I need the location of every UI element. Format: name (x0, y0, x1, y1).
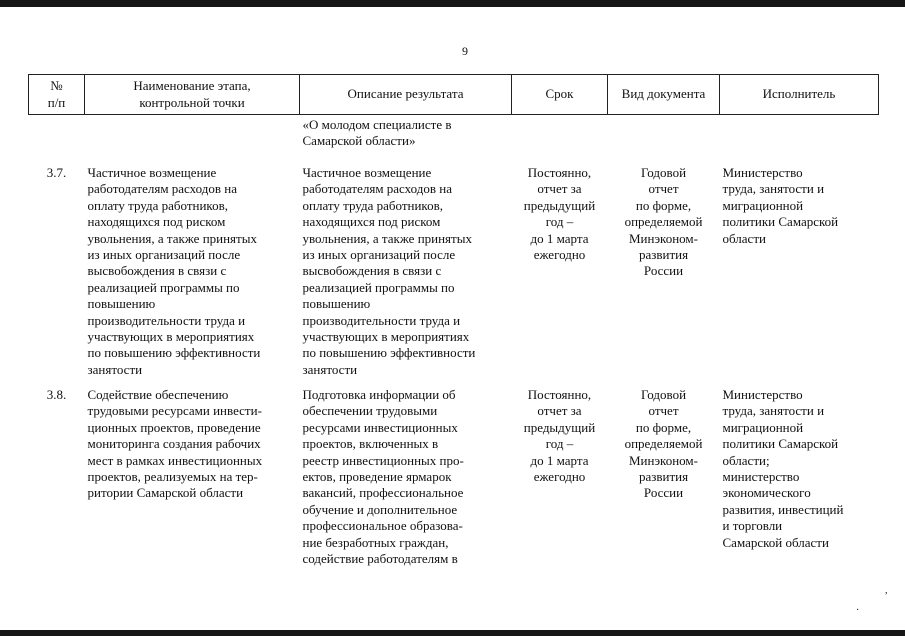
text-line: реализацией программы по (302, 279, 455, 295)
text-line: ежегодно (533, 469, 586, 485)
text-line: труда, занятости и (722, 403, 825, 419)
text-line: участвующих в мероприятиях (87, 329, 255, 345)
cell-description (300, 115, 512, 156)
text-line: отчет (648, 181, 679, 197)
text-line: Подготовка информации об (302, 387, 456, 402)
text-line: реестр инвестиционных про- (302, 452, 464, 468)
text-line: из иных организаций после (87, 247, 241, 263)
text-line: отчет за (537, 403, 582, 419)
text-line: отчет (648, 403, 679, 419)
text-line: развития (638, 469, 689, 485)
text-line: Министерство (722, 165, 803, 180)
page-number: 9 (462, 44, 468, 58)
cell-description (300, 383, 512, 567)
table-row (29, 155, 879, 383)
text-line: высвобождения в связи с (87, 263, 227, 279)
text-line: Годовой (640, 165, 687, 180)
text-line: Самарской области» (302, 133, 416, 149)
text-line: находящихся под риском (302, 214, 441, 230)
cell-num: 3.8. (46, 387, 67, 402)
cell-executor (720, 383, 879, 567)
text-line: министерство (722, 469, 800, 485)
text-line: занятости (87, 361, 143, 377)
text-line: предыдущий (523, 419, 596, 435)
header-document-type (608, 75, 720, 115)
text-line: миграционной (722, 419, 804, 435)
header-exec-line: Исполнитель (762, 86, 836, 102)
cell-stage-name (85, 383, 300, 567)
cell-term (512, 383, 608, 567)
text-line: Постоянно, (527, 165, 592, 180)
cell-document-type (608, 383, 720, 567)
cell-term (512, 155, 608, 383)
cell-empty (720, 115, 879, 156)
text-line: экономического (722, 485, 811, 501)
scan-border-bottom (0, 630, 905, 636)
text-line: обеспечении трудовыми (302, 403, 438, 419)
text-line: повышению (87, 296, 156, 312)
text-line: год – (545, 214, 574, 230)
text-line: Годовой (640, 387, 687, 402)
header-executor (720, 75, 879, 115)
text-line: Минэконом- (629, 452, 698, 468)
text-line: области (722, 230, 766, 246)
text-line: политики Самарской (722, 214, 839, 230)
text-line: проектов, включенных в (302, 436, 439, 452)
text-line: высвобождения в связи с (302, 263, 442, 279)
cell-empty (608, 115, 720, 156)
scan-border-top (0, 0, 905, 7)
text-line: по форме, (635, 419, 692, 435)
header-doc-line: Вид документа (621, 86, 706, 102)
cell-num: 3.7. (46, 165, 67, 180)
text-line: Постоянно, (527, 387, 592, 402)
cell-empty (29, 115, 85, 156)
text-line: отчет за (537, 181, 582, 197)
cell-empty (85, 115, 300, 156)
text-line: по повышению эффективности (87, 345, 261, 361)
text-line: участвующих в мероприятиях (302, 329, 470, 345)
text-line: реализацией программы по (87, 279, 240, 295)
cell-stage-name (85, 155, 300, 383)
table-row-continuation (29, 115, 879, 156)
table-row (29, 383, 879, 567)
text-line: вакансий, профессиональное (302, 485, 464, 501)
text-line: до 1 марта (530, 452, 589, 468)
text-line: ресурсами инвестиционных (302, 419, 458, 435)
text-line: России (643, 485, 684, 501)
text-line: трудовыми ресурсами инвести- (87, 403, 262, 419)
header-term (512, 75, 608, 115)
header-desc-line: Описание результата (347, 86, 464, 102)
text-line: ционных проектов, проведение (87, 419, 261, 435)
cell-document-type (608, 155, 720, 383)
text-line: ежегодно (533, 247, 586, 263)
text-line: миграционной (722, 197, 804, 213)
text-line: мониторинга создания рабочих (87, 436, 261, 452)
text-line: Частичное возмещение (302, 165, 432, 180)
header-name-line: Наименование этапа, (133, 78, 251, 94)
text-line: по форме, (635, 197, 692, 213)
text-line: Частичное возмещение (87, 165, 217, 180)
text-line: Самарской области (722, 534, 829, 550)
text-line: находящихся под риском (87, 214, 226, 230)
text-line: работодателям расходов на (302, 181, 453, 197)
scan-mark: , (885, 585, 888, 596)
text-line: Минэконом- (629, 230, 698, 246)
text-line: Содействие обеспечению (87, 387, 229, 402)
header-term-line: Срок (545, 86, 574, 102)
text-line: труда, занятости и (722, 181, 825, 197)
text-line: политики Самарской (722, 436, 839, 452)
text-line: увольнения, а также принятых (302, 230, 472, 246)
text-line: области; (722, 452, 770, 468)
text-line: ние безработных граждан, (302, 534, 449, 550)
text-line: работодателям расходов на (87, 181, 238, 197)
header-num-line: п/п (47, 94, 66, 110)
text-line: оплату труда работников, (302, 197, 443, 213)
text-line: мест в рамках инвестиционных (87, 452, 263, 468)
text-line: увольнения, а также принятых (87, 230, 257, 246)
header-result-description (300, 75, 512, 115)
text-line: проектов, реализуемых на тер- (87, 469, 258, 485)
text-line: из иных организаций после (302, 247, 456, 263)
cell-executor (720, 155, 879, 383)
text-line: предыдущий (523, 197, 596, 213)
text-line: «О молодом специалисте в (302, 117, 452, 132)
text-line: России (643, 263, 684, 279)
scan-dot: · (856, 605, 860, 616)
header-stage-name (85, 75, 300, 115)
text-line: оплату труда работников, (87, 197, 228, 213)
schedule-table (28, 74, 879, 567)
header-num (29, 75, 85, 115)
cell-description (300, 155, 512, 383)
text-line: содействие работодателям в (302, 551, 458, 567)
text-line: обучение и дополнительное (302, 501, 458, 517)
text-line: повышению (302, 296, 371, 312)
text-line: определяемой (624, 214, 703, 230)
text-line: производительности труда и (302, 312, 461, 328)
text-line: определяемой (624, 436, 703, 452)
text-line: до 1 марта (530, 230, 589, 246)
table-header-row (29, 75, 879, 115)
text-line: производительности труда и (87, 312, 246, 328)
text-line: профессиональное образова- (302, 518, 463, 534)
text-line: занятости (302, 361, 358, 377)
text-line: по повышению эффективности (302, 345, 476, 361)
text-line: и торговли (722, 518, 783, 534)
text-line: год – (545, 436, 574, 452)
header-name-line: контрольной точки (139, 94, 245, 110)
text-line: Министерство (722, 387, 803, 402)
text-line: ритории Самарской области (87, 485, 244, 501)
header-num-line: № (50, 78, 63, 94)
cell-empty (512, 115, 608, 156)
text-line: ектов, проведение ярмарок (302, 469, 452, 485)
text-line: развития (638, 247, 689, 263)
text-line: развития, инвестиций (722, 501, 844, 517)
